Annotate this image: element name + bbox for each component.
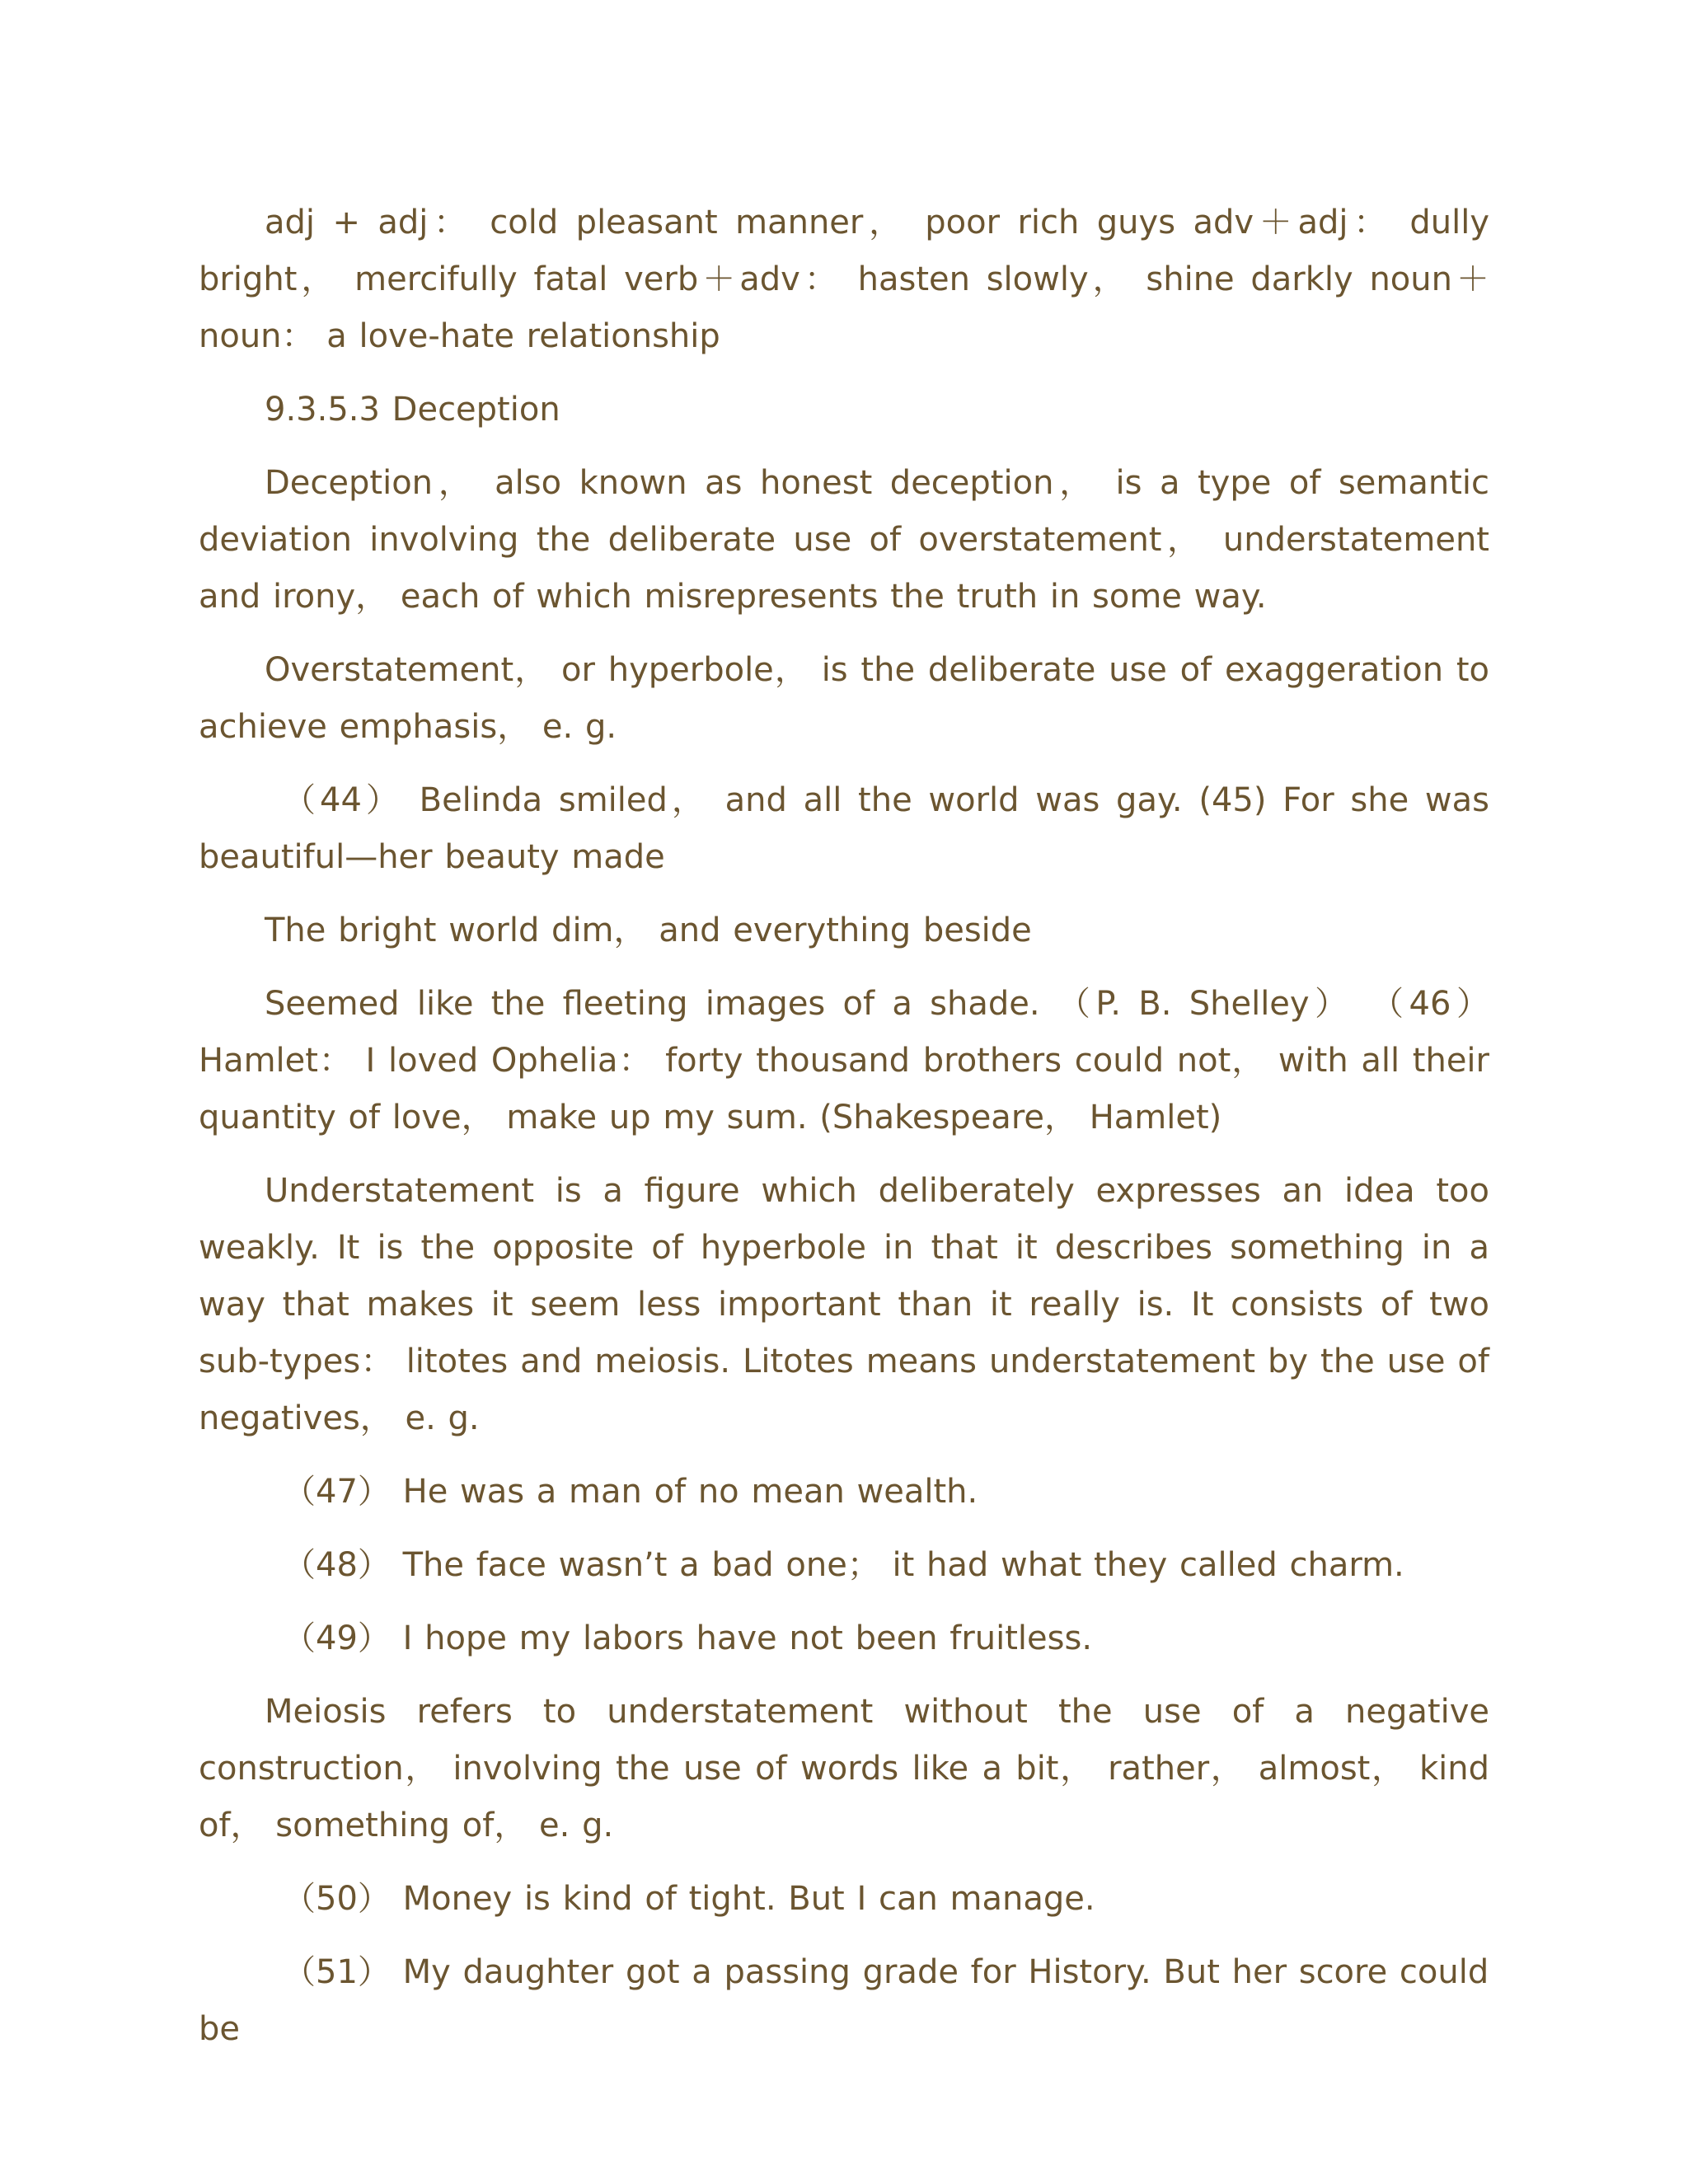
verse-line-1: The bright world dim， and everything beside [265,912,1032,949]
paragraph-overstatement: Overstatement， or hyperbole， is the deliberate use of exaggeration to achieve emphasis， e. g. [199,651,1489,746]
example-48: （48） The face wasn’t a bad one； it had what they called charm. [283,1546,1404,1584]
example-51: （51） My daughter got a passing grade for History. But her score could be [199,1953,1489,2048]
section-heading-deception: 9.3.5.3 Deception [265,391,560,429]
paragraph-compound-examples: adj + adj： cold pleasant manner， poor rich guys adv＋adj： dully bright， mercifully fatal verb＋adv： hasten slowly， shine darkly noun＋noun： a love-hate relationship [199,204,1489,355]
paragraph-understatement: Understatement is a figure which deliberately expresses an idea too weakly. It is the opposite of hyperbole in that it describes something in a way that makes it seem less important than it really is. It consists of two sub-types： litotes and meiosis. Litotes means understatement by the use of negatives， e. g. [199,1172,1489,1437]
page-body [199,194,1489,2074]
example-49: （49） I hope my labors have not been fruitless. [283,1619,1093,1657]
example-47: （47） He was a man of no mean wealth. [283,1473,978,1511]
verse-line-2-example-46: Seemed like the fleeting images of a shade. （P. B. Shelley） （46） Hamlet： I loved Ophelia： forty thousand brothers could not， with all their quantity of love， make up my sum. (Shakespeare， Hamlet) [199,985,1489,1137]
paragraph-deception-definition: Deception， also known as honest deception， is a type of semantic deviation involving the deliberate use of overstatement， understatement and irony， each of which misrepresents the truth in some way. [199,464,1489,616]
paragraph-meiosis: Meiosis refers to understatement without the use of a negative construction， involving the use of words like a bit， rather， almost， kind of， something of， e. g. [199,1693,1489,1844]
example-50: （50） Money is kind of tight. But I can manage. [283,1880,1095,1918]
example-44-45: （44） Belinda smiled， and all the world was gay. (45) For she was beautiful—her beauty made [199,781,1489,876]
